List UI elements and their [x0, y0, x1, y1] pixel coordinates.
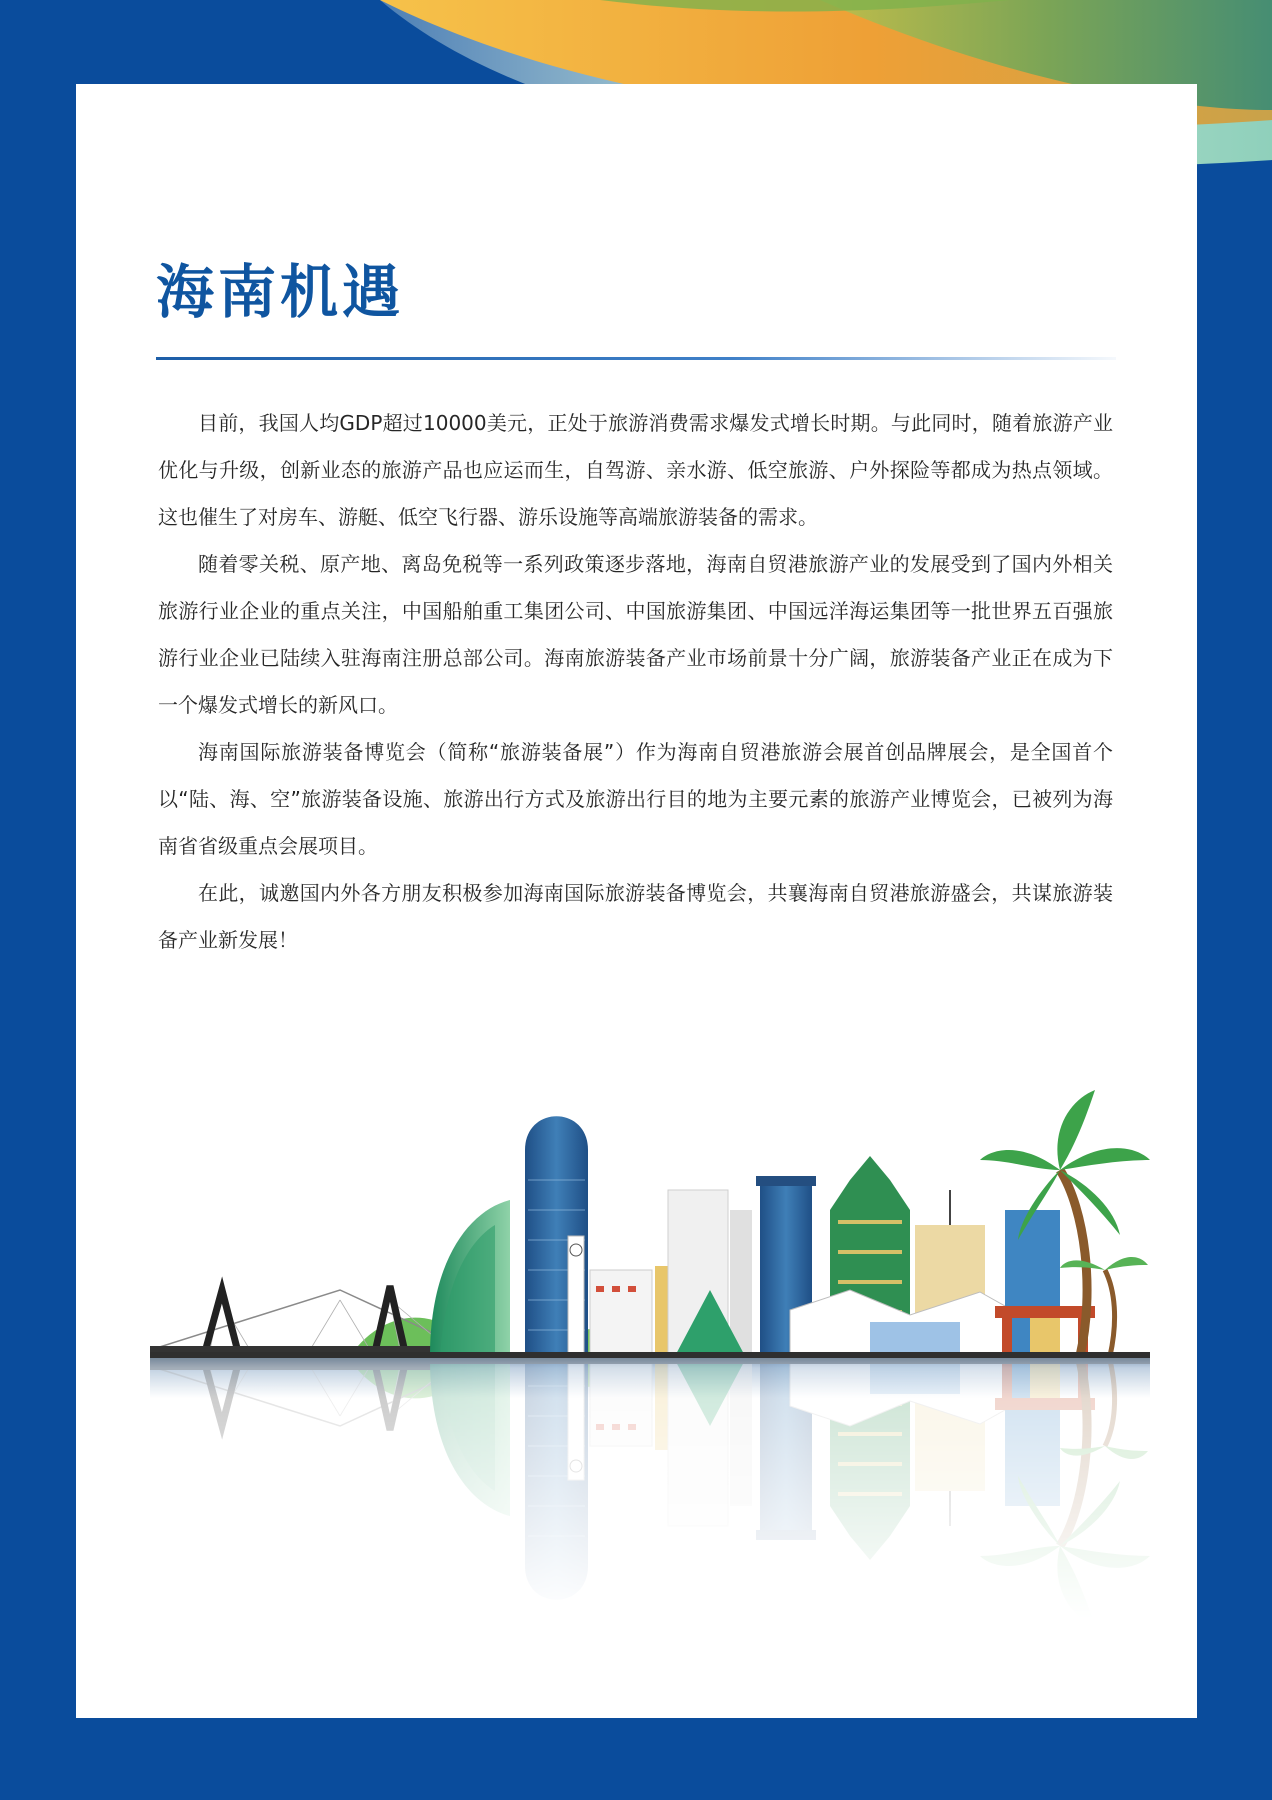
title-underline	[156, 357, 1116, 360]
article-body	[158, 400, 1113, 964]
paragraph-1: 目前，我国人均GDP超过10000美元，正处于旅游消费需求爆发式增长时期。与此同时，随着旅游产业优化与升级，创新业态的旅游产品也应运而生，自驾游、亲水游、低空旅游、户外探险等都成为热点领域。这也催生了对房车、游艇、低空飞行器、游乐设施等高端旅游装备的需求。	[158, 411, 1113, 529]
paragraph-3: 海南国际旅游装备博览会（简称“旅游装备展”）作为海南自贸港旅游会展首创品牌展会，是全国首个以“陆、海、空”旅游装备设施、旅游出行方式及旅游出行目的地为主要元素的旅游产业博览会，已被列为海南省省级重点会展项目。	[158, 740, 1113, 858]
paragraph-2: 随着零关税、原产地、离岛免税等一系列政策逐步落地，海南自贸港旅游产业的发展受到了国内外相关旅游行业企业的重点关注，中国船舶重工集团公司、中国旅游集团、中国远洋海运集团等一批世界五百强旅游行业企业已陆续入驻海南注册总部公司。海南旅游装备产业市场前景十分广阔，旅游装备产业正在成为下一个爆发式增长的新风口。	[158, 552, 1113, 717]
page-title: 海南机遇	[156, 258, 405, 326]
city-skyline-illustration	[150, 1060, 1150, 1620]
paragraph-4: 在此，诚邀国内外各方朋友积极参加海南国际旅游装备博览会，共襄海南自贸港旅游盛会，共谋旅游装备产业新发展！	[158, 881, 1113, 952]
